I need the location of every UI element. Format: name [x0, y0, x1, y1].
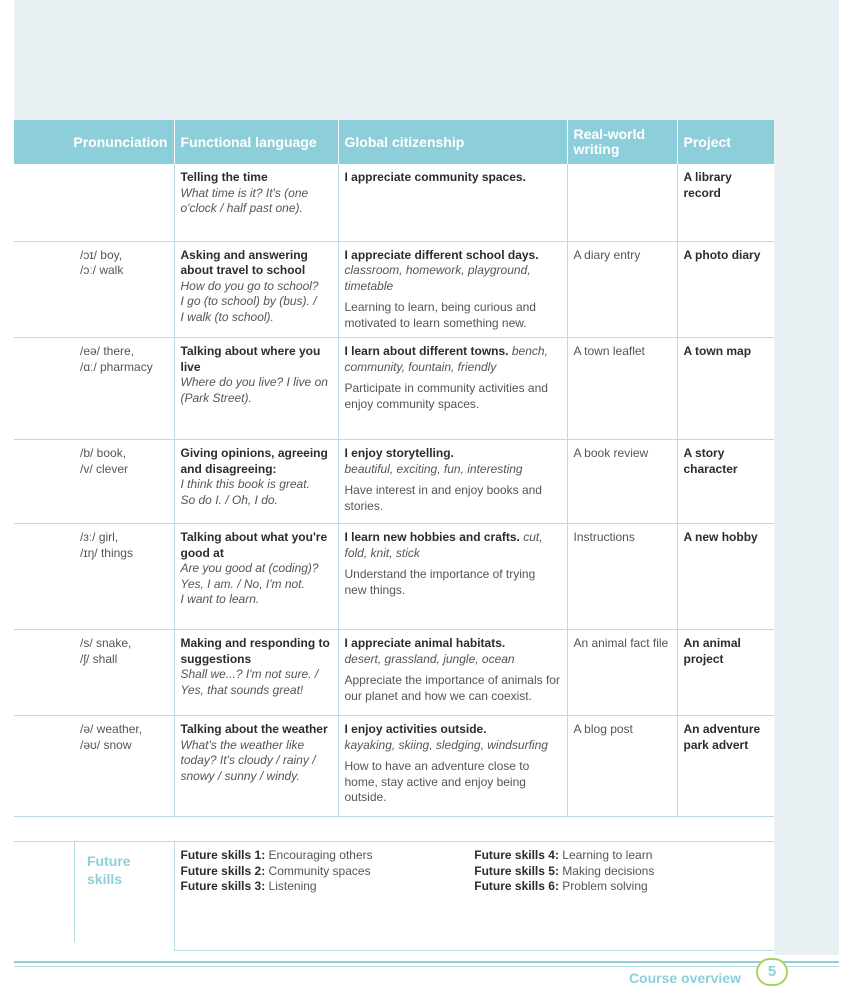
future-skill-item: Future skills 1: Encouraging others — [180, 848, 373, 862]
writing-type: A blog post — [573, 722, 633, 736]
pronunciation-cell — [14, 440, 174, 524]
project-name: A new hobby — [683, 530, 758, 544]
functional-cell — [174, 524, 338, 630]
writing-type: A diary entry — [573, 247, 641, 262]
future-skills-list — [174, 842, 774, 951]
pronunciation-cell — [14, 630, 174, 716]
future-skills-row — [14, 842, 774, 951]
project-cell — [677, 241, 774, 338]
writing-cell — [567, 164, 677, 241]
global-cell — [338, 241, 567, 338]
functional-title: Talking about what you're good at — [180, 530, 328, 560]
functional-example: What time is it? It's (one — [180, 185, 309, 200]
functional-example: I want to learn. — [180, 592, 260, 606]
global-cell — [338, 524, 567, 630]
header-global-citizenship: Global citizenship — [338, 120, 567, 164]
functional-title: Telling the time — [180, 170, 268, 184]
functional-title: Asking and answering about travel to school — [180, 247, 308, 277]
global-words: beautiful, exciting, fun, interesting — [344, 461, 523, 476]
functional-cell — [174, 164, 338, 241]
pron-line: /s/ snake, — [80, 636, 132, 650]
functional-cell — [174, 440, 338, 524]
functional-example: How do you go to school? — [180, 278, 319, 293]
global-cell — [338, 716, 567, 817]
functional-example: I walk (to school). — [180, 309, 274, 324]
global-cell — [338, 630, 567, 716]
writing-cell — [567, 630, 677, 716]
table-row — [14, 338, 774, 440]
project-cell — [677, 338, 774, 440]
pronunciation-cell — [14, 524, 174, 630]
functional-example: Where do you live? I live on — [180, 375, 328, 389]
global-title: I appreciate community spaces. — [344, 170, 526, 184]
header-real-world-writing: Real-world writing — [567, 120, 677, 164]
global-title: I enjoy storytelling. — [344, 446, 454, 460]
table-row — [14, 716, 774, 817]
side-band — [774, 0, 839, 955]
global-text: Have interest in and enjoy books and stories. — [344, 483, 542, 513]
global-text: Understand the importance of trying new things. — [344, 567, 536, 597]
functional-example: Yes, that sounds great! — [180, 682, 304, 697]
pron-line: /ɔː/ walk — [80, 263, 124, 277]
writing-type: Instructions — [573, 530, 635, 544]
global-title: I learn new hobbies and crafts. — [344, 530, 520, 544]
global-title: I learn about different towns. — [344, 344, 509, 358]
global-title: I appreciate animal habitats. — [344, 636, 506, 650]
pron-line: /ɔɪ/ boy, — [80, 247, 123, 262]
project-name: A library record — [683, 170, 732, 200]
course-overview-table — [14, 120, 774, 951]
global-words: classroom, homework, playground, timetable — [344, 263, 531, 293]
functional-cell — [174, 338, 338, 440]
table-row — [14, 524, 774, 630]
global-words: desert, grassland, jungle, ocean — [344, 651, 515, 666]
functional-example: snowy / sunny / windy. — [180, 768, 300, 783]
functional-example: o'clock / half past one). — [180, 201, 303, 215]
functional-example: I go (to school) by (bus). / — [180, 294, 317, 308]
writing-cell — [567, 338, 677, 440]
future-skills-col-1 — [181, 848, 475, 895]
functional-example: (Park Street). — [180, 390, 252, 405]
writing-type: A town leaflet — [573, 344, 645, 358]
future-skill-item: Future skills 6: Problem solving — [474, 879, 648, 893]
global-words: bench, community, fountain, friendly — [344, 344, 548, 374]
footer-divider — [14, 961, 839, 963]
spacer-row — [14, 817, 774, 842]
project-name: An adventure park advert — [683, 722, 761, 752]
writing-cell — [567, 241, 677, 338]
project-cell — [677, 524, 774, 630]
writing-cell — [567, 716, 677, 817]
functional-cell — [174, 716, 338, 817]
future-skill-item: Future skills 4: Learning to learn — [474, 848, 653, 862]
writing-type: A book review — [573, 446, 649, 460]
functional-example: So do I. / Oh, I do. — [180, 492, 278, 507]
global-title: I enjoy activities outside. — [344, 722, 487, 736]
future-skill-item: Future skills 3: Listening — [180, 879, 317, 893]
global-words: kayaking, skiing, sledging, windsurfing — [344, 737, 548, 752]
project-name: A town map — [683, 344, 752, 358]
pron-line: /ʃ/ shall — [80, 651, 118, 666]
header-project: Project — [677, 120, 774, 164]
project-cell — [677, 164, 774, 241]
global-cell — [338, 164, 567, 241]
global-text: Appreciate the importance of animals for our planet and how we can coexist. — [344, 673, 560, 703]
writing-cell — [567, 440, 677, 524]
future-skills-label: Future skills — [87, 853, 131, 887]
footer-divider-thin — [14, 966, 839, 967]
header-functional-language: Functional language — [174, 120, 338, 164]
functional-example: What's the weather like — [180, 737, 305, 752]
future-skills-col-2 — [474, 848, 768, 895]
global-text: Learning to learn, being curious and motivated to learn something new. — [344, 300, 536, 330]
writing-cell — [567, 524, 677, 630]
global-words: cut, fold, knit, stick — [344, 530, 543, 560]
project-cell — [677, 716, 774, 817]
global-title: I appreciate different school days. — [344, 247, 539, 262]
global-cell — [338, 338, 567, 440]
future-skills-label-cell — [14, 842, 174, 951]
header-pronunciation: Pronunciation — [14, 120, 174, 164]
functional-example: I think this book is great. — [180, 477, 310, 491]
project-name: A story character — [683, 446, 738, 476]
functional-example: Are you good at (coding)? — [180, 561, 319, 575]
table-row — [14, 630, 774, 716]
pron-line: /ɪŋ/ things — [80, 545, 133, 560]
pronunciation-cell — [14, 338, 174, 440]
project-name: A photo diary — [683, 247, 761, 262]
pronunciation-cell — [14, 164, 174, 241]
functional-cell — [174, 241, 338, 338]
table-header-row — [14, 120, 774, 164]
pron-line: /ɜː/ girl, — [80, 530, 119, 544]
future-skill-item: Future skills 5: Making decisions — [474, 863, 655, 878]
functional-cell — [174, 630, 338, 716]
future-skill-item: Future skills 2: Community spaces — [180, 863, 371, 878]
pron-line: /əʊ/ snow — [80, 737, 132, 752]
functional-title: Giving opinions, agreeing and disagreeing: — [180, 446, 328, 476]
pron-line: /ɑː/ pharmacy — [80, 359, 153, 374]
writing-type: An animal fact file — [573, 636, 669, 650]
project-cell — [677, 630, 774, 716]
pronunciation-cell — [14, 241, 174, 338]
functional-example: Yes, I am. / No, I'm not. — [180, 576, 305, 591]
pron-line: /b/ book, — [80, 446, 127, 460]
header-band — [14, 0, 839, 120]
functional-example: Shall we...? I'm not sure. / — [180, 667, 319, 681]
global-text: Participate in community activities and enjoy community spaces. — [344, 381, 548, 411]
pron-line: /ə/ weather, — [80, 722, 143, 736]
functional-title: Making and responding to suggestions — [180, 636, 330, 666]
table-row — [14, 164, 774, 241]
footer-title: Course overview — [628, 970, 741, 986]
global-cell — [338, 440, 567, 524]
pronunciation-cell — [14, 716, 174, 817]
project-cell — [677, 440, 774, 524]
pron-line: /v/ clever — [80, 461, 129, 476]
table-row — [14, 241, 774, 338]
global-text: How to have an adventure close to home, stay active and enjoy being outside. — [344, 759, 530, 804]
project-name: An animal project — [683, 636, 741, 666]
functional-example: today? It's cloudy / rainy / — [180, 753, 316, 767]
page-number: 5 — [756, 958, 788, 986]
functional-title: Talking about the weather — [180, 722, 328, 736]
pron-line: /eə/ there, — [80, 344, 135, 358]
table-row — [14, 440, 774, 524]
functional-title: Talking about where you live — [180, 344, 321, 374]
